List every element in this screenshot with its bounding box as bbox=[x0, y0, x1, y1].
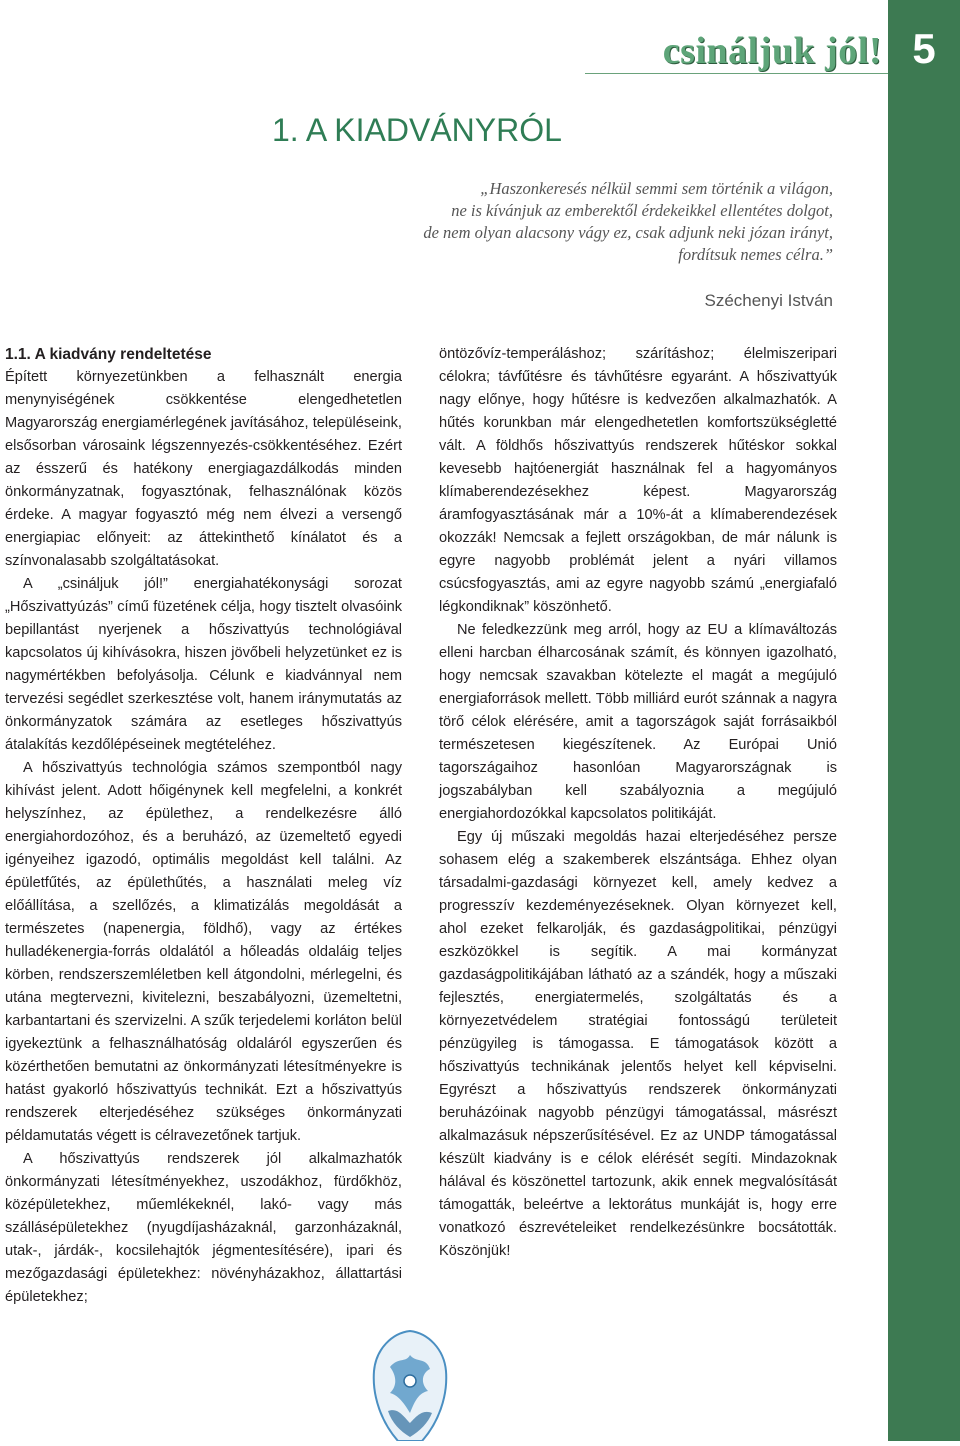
motto-line: de nem olyan alacsony vágy ez, csak adjunk neki józan irányt, bbox=[423, 223, 833, 242]
body-paragraph: A „csináljuk jól!” energiahatékonysági sorozat „Hőszivattyúzás” című füzetének célja, hogy tisztelt olvasóink bepillantást nyerjenek a hőszivattyús technológiával kapcsolatos új kihívásokra, hiszen jövőbeli helyzetünket ez is nagymértékben befolyásolja. Célunk e kiadvánnyal nem tervezési segédlet szerkesztése volt, hanem iránymutatás az önkormányzatok számára az esetleges hőszivattyús átalakítás kezdőlépéseinek megtételéhez. bbox=[5, 576, 402, 753]
right-column bbox=[439, 343, 837, 1263]
header-divider bbox=[585, 73, 888, 74]
body-paragraph: A hőszivattyús rendszerek jól alkalmazhatók önkormányzati létesítményekhez, uszodákhoz, fürdőkhöz, középületekhez, műemlékeknél, lakó- vagy más szállásépületekhez (nyugdíjasházaknál, garzonházaknál, utak-, járdák-, kocsilehajtók jégmentesítésére), ipari és mezőgazdasági épületekhez: növényházakhoz, állattartási épületekhez; bbox=[5, 1151, 402, 1305]
decorative-emblem-icon bbox=[370, 1327, 450, 1441]
sidebar-stripe bbox=[888, 0, 960, 1441]
body-paragraph: öntözővíz-temperáláshoz; szárításhoz; élelmiszeripari célokra; távfűtésre és távhűtésre egyaránt. A hőszivattyúk nagy előnye, hogy hűtésre is kedvezően alkalmazhatók. A hűtés korunkban már elengedhetetlen komfortszükségletté vált. A földhős hőszivattyús rendszerek hűtéskor sokkal kevesebb hajtóenergiát használnak fel a hagyományos klímaberendezésekhez képest. Magyarország áramfogyasztásának már a 10%-át a klímaberendezések okozzák! Nemcsak a fejlett országokban, de már nálunk is egyre nagyobb problémát jelent a nyári villamos csúcsfogyasztás, ami az egyre nagyobb számú „energiafaló légkondiknak” köszönhető. bbox=[439, 346, 837, 615]
motto-quote bbox=[313, 178, 833, 266]
body-paragraph: Ne feledkezzünk meg arról, hogy az EU a klímaváltozás elleni harcban élharcosának számít, és könnyen igazolható, hogy nemcsak szavakban kötelezte el magát a megújuló energiaforrások mellett. Több milliárd eurót szánnak a nagyra törő célok elérésére, amit a tagországok saját forrásaikból természetesen kiegészítenek. Az Európai Unió tagországaihoz hasonlóan Magyarországnak is jogszabályban kell szabályoznia a megújuló energiahordozókkal kapcsolatos politikáját. bbox=[439, 622, 837, 822]
body-paragraph: Épített környezetünkben a felhasznált energia menynyiségének csökkentése elengedhetetlen Magyarország energiamérlegének javításához, településeink, elsősorban városaink légszennyezés-csökkentéséhez. Ezért az ésszerű és hatékony energiagazdálkodás minden önkormányzatnak, fogyasztónak, felhasználónak közös érdeke. A magyar fogyasztó még nem élvezi a versengő energiapiac előnyeit: az áttekinthető kínálatot és a színvonalasabb szolgáltatásokat. bbox=[5, 369, 402, 569]
page-number: 5 bbox=[912, 25, 936, 72]
brand-logo-text: csináljuk jól! bbox=[662, 30, 882, 72]
section-title: 1.1. A kiadvány rendeltetése bbox=[5, 346, 212, 363]
body-paragraph: Egy új műszaki megoldás hazai elterjedéséhez persze sohasem elég a szakemberek elszántsága. Ehhez olyan társadalmi-gazdasági környezet kell, amely kedvez a progresszív kezdeményezéseknek. Olyan környezet kell, ahol ezeket felkarolják, és gazdaságpolitikai, pénzügyi eszközökkel is segítik. A mai kormányzat gazdaságpolitikájában látható az a szándék, hogy a műszaki fejlesztés, energiatermelés, szolgáltatás és a környezetvédelem stratégiai fontosságú területeit pénzügyileg is támogassa. E támogatások között a hőszivattyús technikának jelentős helyet kell képviselni. Egyrészt a hőszivattyús rendszerek önkormányzati beruházóinak nagyobb pénzügyi támogatással, másrészt alkalmazásuk népszerűsítésével. Ez az UNDP támogatással készült kiadvány is e célok elérését segíti. Mindazoknak hálával és köszönettel tartozunk, akik ennek megvalósítását támogatták, beleértve a lektorátus munkáját is, hogy erre vonatkozó észrevételeiket rendelkezésünkre bocsátották. Köszönjük! bbox=[439, 829, 837, 1259]
chapter-title: 1. A KIADVÁNYRÓL bbox=[272, 112, 562, 148]
motto-line: ne is kívánjuk az emberektől érdekeikkel ellentétes dolgot, bbox=[451, 201, 833, 220]
body-paragraph: A hőszivattyús technológia számos szempontból nagy kihívást jelent. Adott hőigénynek kell megfelelni, a konkrét helyszínhez, az épülethez, a rendelkezésre álló energiahordozóhoz, és a beruházó, az üzemeltető egyedi igényeihez igazodó, optimális megoldást kell találni. Az épületfűtés, az épülethűtés, a használati meleg víz előállítása, a szellőzés, a klimatizálás megoldását a természetes (napenergia, földhő), vagy az értékes hulladékenergia-forrás oldalától a hőleadás oldaláig teljes körben, rendszerszemléletben kell átgondolni, mérlegelni, és utána megtervezni, kivitelezni, beszabályozni, üzemeltetni, karbantartani és szervizelni. A szűk terjedelemi korláton belül igyekeztünk a felhasználhatóság oldaláról egyszerűen és közérthetően bemutatni az önkormányzati létesítményekre is hatást gyakorló hőszivattyús technikát. Ezt a hőszivattyús rendszerek elterjedéséhez szükséges önkormányzati példamutatás végett is célravezetőnek tartjuk. bbox=[5, 760, 402, 1144]
motto-line: „Haszonkeresés nélkül semmi sem történik a világon, bbox=[480, 179, 833, 198]
motto-line: fordítsuk nemes célra.” bbox=[678, 245, 833, 264]
left-column bbox=[5, 343, 402, 1309]
motto-author: Széchenyi István bbox=[704, 291, 833, 310]
